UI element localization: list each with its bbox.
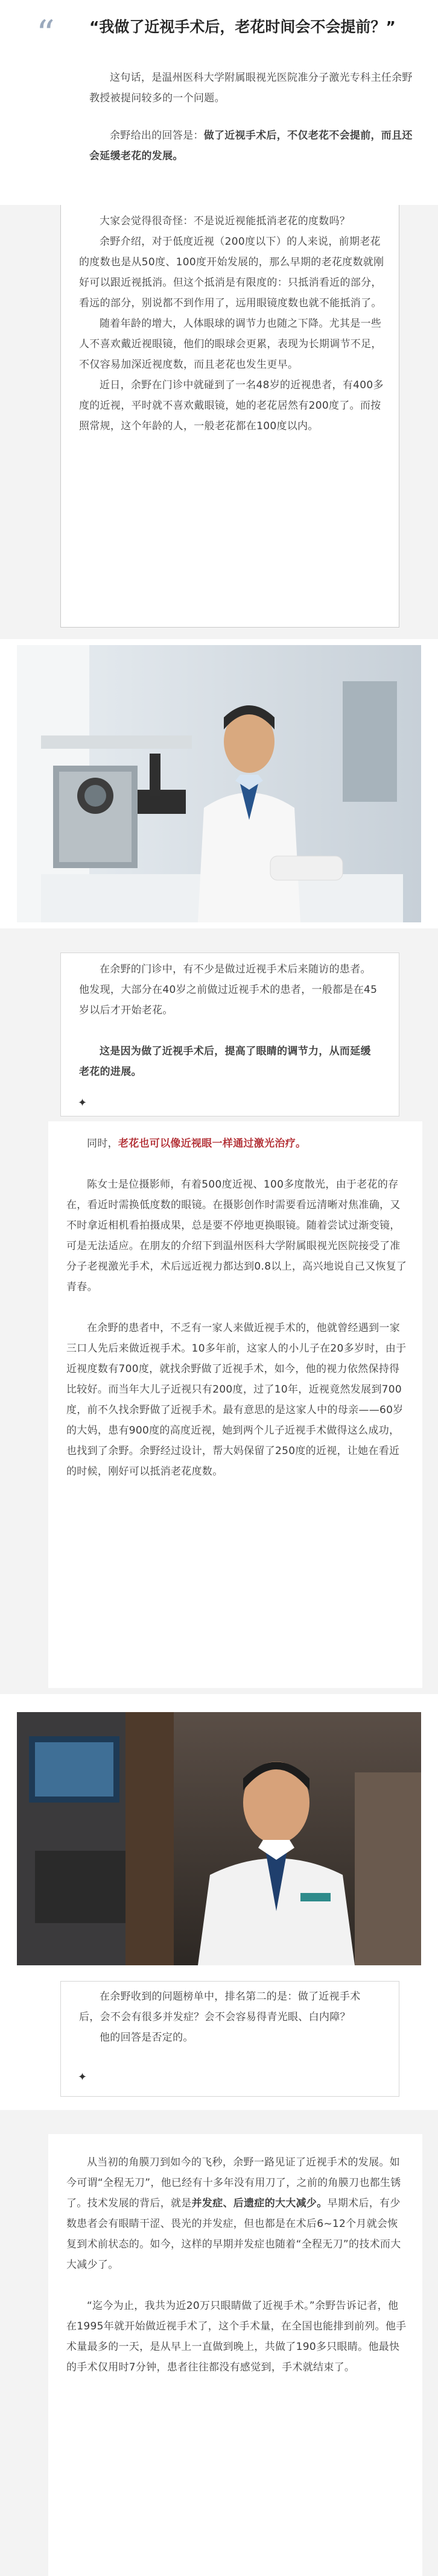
sparkle-icon: ✦ [78, 2071, 87, 2083]
family-case-paragraph: 在余野的患者中，不乏有一家人来做近视手术的，他就曾经遇到一家三口人先后来做近视手术。10多年前，这家人的小儿子在20多岁时，由于近视度数有700度，就找余野做了近视手术，如今，他的视力依然保持得比较好。而当年大儿子近视只有200度，过了10年，近视竟然发展到700度，前不久找余野做了近视手术。最有意思的是这家人中的母亲——60岁的大妈，患有900度的高度近视，她到两个儿子近视手术做得这么成功，也找到了余野。余野经过设计，帮大妈保留了250度的近视，让她在看近的时候，刚好可以抵消老花度数。 [66, 1322, 407, 1478]
history-text-a: 从当初的角膜刀到如今的飞秒，余野一路见证了近视手术的发展。如今可谓“全程无刀”，他已经有十多年没有用刀了，之前的角膜刀也都生锈了。技术发展的背后，就是 [66, 2156, 401, 2209]
case-chen-paragraph: 陈女士是位摄影师，有着500度近视、100多度散光，由于老花的存在，看近时需换低度数的眼镜。在摄影创作时需要看远清晰对焦准确，又不时拿近相机看拍摄成果，总是要不停地更换眼镜。随着尝试过渐变镜，可是无法适应。在朋友的介绍下到温州医科大学附属眼视光医院接受了准分子老视激光手术，术后远近视力都达到0.8以上，高兴地说自己又恢复了青春。 [66, 1179, 407, 1293]
intro-paragraph-4: 近日，余野在门诊中就碰到了一名48岁的近视患者，有400多度的近视，平时就不喜欢戴眼镜，她的老花居然有200度了。而按照常规，这个年龄的人，一般老花都在100度以内。 [79, 379, 384, 432]
doctor-photo-1-image [17, 645, 421, 922]
intro-section [0, 205, 438, 639]
followup-box [60, 953, 399, 1116]
intro-paragraph-2: 余野介绍，对于低度近视（200度以下）的人来说，前期老花的度数也是从50度、100度开始发展的，那么早期的老花度数就刚好可以跟近视抵消。但这个抵消是有限度的：只抵消看近的部分，看远的部分，别说都不到作用了，远用眼镜度数也就不能抵消了。 [79, 236, 384, 309]
intro-paragraph-1: 大家会觉得很奇怪：不是说近视能抵消老花的度数吗？ [100, 215, 351, 227]
doctor-photo-2-image [17, 1712, 421, 1965]
followup-paragraph: 在余野的门诊中，有不少是做过近视手术后来随访的患者。他发现，大部分在40岁之前做过近视手术的患者，一般都是在45岁以后才开始老花。 [79, 963, 378, 1016]
history-paragraph [66, 2152, 408, 2275]
article-headline: “我做了近视手术后，老花时间会不会提前？” [89, 18, 396, 36]
quote-header [0, 0, 438, 205]
doctor-photo-1 [17, 645, 421, 922]
headline-intro: 这句话，是温州医科大学附属眼视光医院准分子激光专科主任余野教授被提问较多的一个问题。 [89, 72, 413, 104]
history-section [0, 2110, 438, 2576]
laser-lead-highlight: 老花也可以像近视眼一样通过激光治疗。 [118, 1138, 306, 1150]
history-text-c: 早期术后，有少数患者会有眼睛干涩、畏光的并发症，但也都是在术后6~12个月就会恢复到术前状态的。如今，这样的早期并发症也随着“全程无刀”的技术而大大减少了。 [66, 2197, 401, 2271]
question-box [60, 1981, 399, 2097]
answer-paragraph [89, 125, 415, 166]
history-box [48, 2134, 422, 2576]
answer-bold: 做了近视手术后，不仅老花不会提前，而且还会延缓老花的发展。 [89, 130, 413, 162]
answer-short: 他的回答是否定的。 [100, 2032, 194, 2044]
intro-box [60, 205, 399, 628]
surgery-count-paragraph: “迄今为止，我共为近20万只眼睛做了近视手术。”余野告诉记者，他在1995年就开始做近视手术了，这个手术量，在全国也能排到前列。他手术量最多的一天，是从早上一直做到晚上，共做了190多只眼睛。他最快的手术仅用时7分钟，患者往往都没有感觉到，手术就结束了。 [66, 2300, 407, 2373]
photo-section-2 [0, 1712, 438, 1971]
laser-lead-text: 同时， [87, 1138, 118, 1150]
followup-section [0, 928, 438, 1121]
doctor-photo-2 [17, 1712, 421, 1965]
followup-conclusion: 这是因为做了近视手术后，提高了眼睛的调节力，从而延缓老花的进展。 [79, 1045, 371, 1078]
question-paragraph: 在余野收到的问题榜单中，排名第二的是：做了近视手术后，会不会有很多并发症？会不会容易得青光眼、白内障？ [79, 1991, 361, 2023]
history-text-bold: 并发症、后遗症的大大减少。 [191, 2197, 328, 2209]
complication-question-section [0, 1971, 438, 2104]
quote-mark-icon: “ [36, 13, 55, 55]
sparkle-icon: ✦ [78, 1097, 87, 1109]
photo-section-1 [0, 645, 438, 928]
laser-lead [66, 1133, 408, 1154]
laser-section [0, 1121, 438, 1694]
intro-paragraph-3: 随着年龄的增大，人体眼球的调节力也随之下降。尤其是一些人不喜欢戴近视眼镜，他们的眼球会更累，表现为长期调节不足，不仅容易加深近视度数，而且老花也发生更早。 [79, 318, 382, 371]
laser-box [48, 1121, 422, 1688]
answer-lead: 余野给出的回答是： [110, 130, 204, 142]
